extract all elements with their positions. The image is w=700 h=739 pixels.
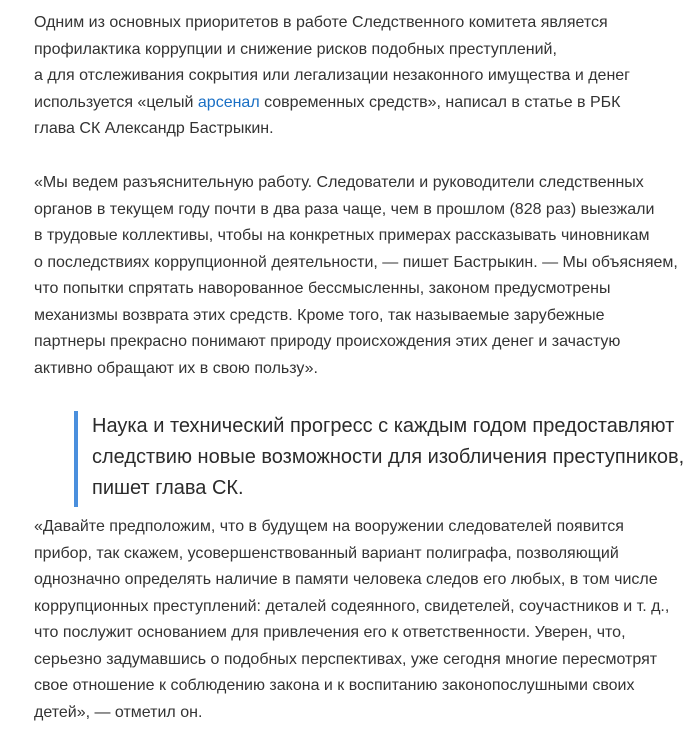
paragraph-line: прибор, так скажем, усовершенствованный вариант полиграфа, позволяющий bbox=[34, 544, 619, 562]
paragraph-line: механизмы возврата этих средств. Кроме того, так называемые зарубежные bbox=[34, 306, 605, 324]
paragraph-line: партнеры прекрасно понимают природу происхождения этих денег и зачастую bbox=[34, 333, 621, 350]
paragraph-line: глава СК Александр Бастрыкин. bbox=[34, 120, 274, 137]
blockquote-line: Наука и технический прогресс с каждым годом предоставляют bbox=[92, 415, 675, 437]
paragraph-intro bbox=[34, 10, 674, 143]
paragraph-line: активно обращают их в свою пользу». bbox=[34, 359, 318, 377]
paragraph-line: органов в текущем году почти в два раза чаще, чем в прошлом (828 раз) выезжали bbox=[34, 200, 655, 218]
paragraph-line: о последствиях коррупционной деятельности, — пишет Бастрыкин. — Мы объясняем, bbox=[34, 253, 678, 271]
paragraph-polygraph bbox=[34, 514, 674, 726]
paragraph-line: а для отслеживания сокрытия или легализации незаконного имущества и денег bbox=[34, 67, 631, 84]
paragraph-line: серьезно задумавшись о подобных перспективах, уже сегодня многие пересмотрят bbox=[34, 650, 658, 668]
blockquote-line: пишет глава СК. bbox=[92, 477, 244, 499]
arsenal-link[interactable]: арсенал bbox=[197, 93, 260, 111]
paragraph-line: детей», — отметил он. bbox=[34, 703, 203, 721]
text-fragment: используется «целый bbox=[34, 93, 198, 111]
paragraph-line: что попытки спрятать наворованное бессмысленны, законом предусмотрены bbox=[34, 280, 611, 297]
paragraph-quote-bastrykin bbox=[34, 170, 678, 382]
paragraph-line: «Давайте предположим, что в будущем на вооружении следователей появится bbox=[34, 518, 624, 535]
paragraph-line: коррупционных преступлений: деталей содеянного, свидетелей, соучастников и т. д., bbox=[34, 597, 670, 615]
blockquote-line: следствию новые возможности для изобличения преступников, bbox=[92, 446, 685, 468]
paragraph-line: свое отношение к соблюдению закона и к воспитанию законопослушными своих bbox=[34, 677, 635, 694]
text-fragment: современных средств», написал в статье в РБК bbox=[259, 93, 621, 111]
paragraph-line: однозначно определять наличие в памяти человека следов его любых, в том числе bbox=[34, 571, 658, 588]
paragraph-line: в трудовые коллективы, чтобы на конкретных примерах рассказывать чиновникам bbox=[34, 227, 650, 244]
paragraph-line: что послужит основанием для привлечения его к ответственности. Уверен, что, bbox=[34, 624, 626, 641]
paragraph-line-with-link bbox=[34, 90, 674, 117]
paragraph-line: профилактика коррупции и снижение рисков подобных преступлений, bbox=[34, 40, 557, 58]
blockquote bbox=[74, 411, 700, 507]
paragraph-line: «Мы ведем разъяснительную работу. Следователи и руководители следственных bbox=[34, 174, 644, 191]
paragraph-line: Одним из основных приоритетов в работе Следственного комитета является bbox=[34, 14, 608, 31]
